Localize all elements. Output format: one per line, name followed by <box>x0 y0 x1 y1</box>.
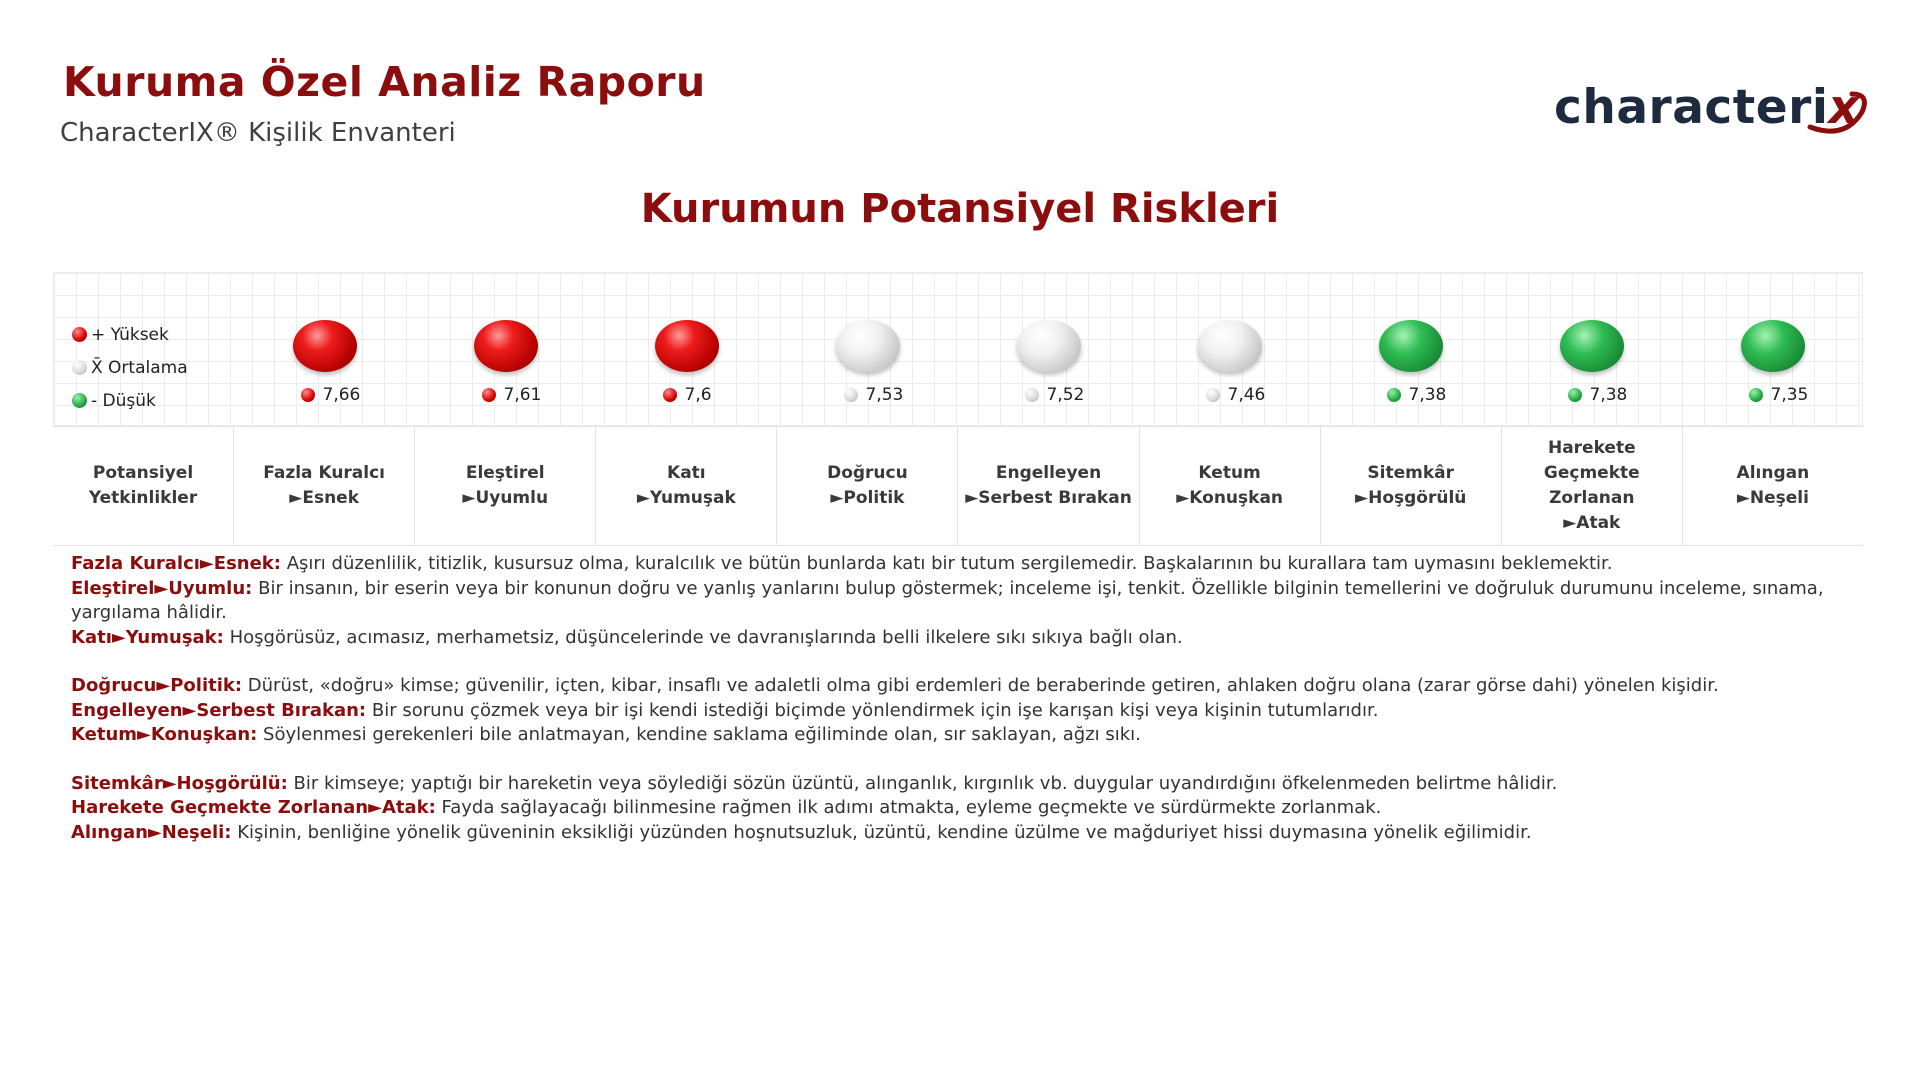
header-cell-trait <box>958 427 1139 545</box>
definition-text: Dürüst, «doğru» kimse; güvenilir, içten, kibar, insaflı ve adaletli olma gibi erdemleri de beraberinde getiren, ahlaken doğru olana (zarar görse dahi) yönelen kişidir. <box>242 675 1719 696</box>
level-ball-icon <box>1198 320 1262 372</box>
trait-score <box>301 385 361 405</box>
definition-spacer <box>71 748 1851 772</box>
definition-item <box>71 723 1851 748</box>
header-cell-trait <box>234 427 415 545</box>
legend-item-high <box>72 318 188 351</box>
header-line: ►Atak <box>1563 513 1621 533</box>
score-value: 7,61 <box>503 385 542 405</box>
definition-text: Bir sorunu çözmek veya bir işi kendi istediği biçimde yönlendirmek için işe karışan kişi veya kişinin tutumlarıdır. <box>366 699 1379 721</box>
score-dot-icon <box>1749 388 1763 402</box>
header-line: Doğrucu <box>827 463 908 483</box>
score-dot-icon <box>1387 388 1401 402</box>
score-value: 7,52 <box>1046 385 1085 405</box>
level-ball-icon <box>1741 320 1805 372</box>
header-line: Ketum <box>1198 463 1261 483</box>
score-value: 7,53 <box>865 385 904 405</box>
score-dot-icon <box>1206 388 1220 402</box>
score-dot-icon <box>663 388 677 402</box>
header-line: Yetkinlikler <box>88 488 198 508</box>
trait-score <box>482 385 542 405</box>
logo-text: characteri <box>1554 80 1829 135</box>
definition-text: Bir insanın, bir eserin veya bir konunun doğru ve yanlış yanlarını bulup göstermek; inceleme işi, tenkit. Özellikle bilginin temellerini ve doğruluk durumunu inceleme, sınama, yargılama hâlidir. <box>71 577 1824 623</box>
definition-term: Eleştirel►Uyumlu: <box>71 577 253 599</box>
header-cell-potansiyel-yetkinlikler <box>53 427 234 545</box>
definition-text: Kişinin, benliğine yönelik güveninin eksikliği yüzünden hoşnutsuzluk, üzüntü, kendine üzülme ve mağduriyet hissi duymasına yönelik eğilimidir. <box>231 821 1532 843</box>
level-ball-icon <box>836 320 900 372</box>
level-ball-icon <box>474 320 538 372</box>
header-line: ►Esnek <box>289 488 360 508</box>
header-line: ►Neşeli <box>1736 488 1809 508</box>
header-cell-trait <box>1683 427 1863 545</box>
header-line: ►Uyumlu <box>462 488 549 508</box>
trait-score <box>1387 385 1447 405</box>
level-ball-icon <box>293 320 357 372</box>
score-dot-icon <box>1568 388 1582 402</box>
legend-label: - Düşük <box>91 390 156 411</box>
score-value: 7,6 <box>684 385 712 405</box>
score-dot-icon <box>844 388 858 402</box>
definition-text: Aşırı düzenlilik, titizlik, kusursuz olma, kuralcılık ve bütün bunlarda katı bir tutum sergilemedir. Başkalarının bu kurallara tam uymasını beklemektir. <box>280 553 1613 574</box>
header-cell-trait <box>1321 427 1502 545</box>
definition-item <box>71 796 1851 821</box>
score-value: 7,38 <box>1408 385 1447 405</box>
header-line: Katı <box>667 463 706 483</box>
definition-item <box>71 821 1851 846</box>
definition-item <box>71 577 1851 626</box>
definition-term: Katı►Yumuşak: <box>71 626 224 648</box>
trait-score <box>1749 385 1809 405</box>
definition-text: Hoşgörüsüz, acımasız, merhametsiz, düşüncelerinde ve davranışlarında belli ilkelere sıkı sıkıya bağlı olan. <box>223 626 1183 648</box>
report-subtitle: CharacterIX® Kişilik Envanteri <box>60 118 456 148</box>
definition-spacer <box>71 650 1851 674</box>
definition-term: Sitemkâr►Hoşgörülü: <box>71 772 288 794</box>
legend-label: X̄ Ortalama <box>91 357 188 378</box>
header-line: Alıngan <box>1736 463 1810 483</box>
trait-score <box>663 385 712 405</box>
definition-item <box>71 626 1851 651</box>
legend-item-mid <box>72 351 188 384</box>
header-line: Sitemkâr <box>1367 463 1454 483</box>
header-cell-trait <box>596 427 777 545</box>
definition-term: Fazla Kuralcı►Esnek: <box>71 553 281 574</box>
definition-item <box>71 699 1851 724</box>
legend-label: + Yüksek <box>91 324 169 345</box>
legend-item-low <box>72 384 188 417</box>
definition-term: Harekete Geçmekte Zorlanan►Atak: <box>71 797 436 818</box>
trait-score <box>844 385 904 405</box>
level-ball-icon <box>655 320 719 372</box>
definition-term: Alıngan►Neşeli: <box>71 821 232 843</box>
header-line: Harekete <box>1547 438 1636 458</box>
trait-header-row <box>53 426 1863 546</box>
header-line: Geçmekte <box>1543 463 1640 483</box>
header-line: Zorlanan <box>1549 488 1635 508</box>
green-ball-icon <box>72 393 87 408</box>
header-line: Engelleyen <box>995 463 1102 483</box>
header-cell-trait <box>777 427 958 545</box>
score-dot-icon <box>301 388 315 402</box>
header-line: ►Konuşkan <box>1176 488 1284 508</box>
definition-item <box>71 552 1851 577</box>
white-ball-icon <box>72 360 87 375</box>
header-cell-trait <box>1140 427 1321 545</box>
header-line: Eleştirel <box>465 463 545 483</box>
definition-item <box>71 772 1851 797</box>
logo-x: x <box>1828 80 1860 135</box>
header-line: ►Politik <box>830 488 905 508</box>
level-ball-icon <box>1560 320 1624 372</box>
section-title: Kurumun Potansiyel Riskleri <box>640 186 1280 232</box>
score-dot-icon <box>1025 388 1039 402</box>
definition-item <box>71 674 1851 699</box>
header-line: Fazla Kuralcı <box>263 463 386 483</box>
score-value: 7,46 <box>1227 385 1266 405</box>
legend <box>72 318 188 417</box>
header-cell-trait <box>415 427 596 545</box>
score-value: 7,35 <box>1770 385 1809 405</box>
header-line: ►Yumuşak <box>636 488 736 508</box>
report-title: Kuruma Özel Analiz Raporu <box>63 58 706 106</box>
header-line: Potansiyel <box>92 463 194 483</box>
definition-text: Bir kimseye; yaptığı bir hareketin veya söylediği sözün üzüntü, alınganlık, kırgınlık vb. duygular uyandırdığını öfkelenmeden belirtme hâlidir. <box>287 772 1558 794</box>
definition-term: Engelleyen►Serbest Bırakan: <box>71 699 367 721</box>
definition-term: Doğrucu►Politik: <box>71 675 243 696</box>
logo-swoosh-icon <box>1800 82 1880 142</box>
trait-score <box>1025 385 1085 405</box>
definition-text: Söylenmesi gerekenleri bile anlatmayan, kendine saklama eğiliminde olan, sır saklayan, ağzı sıkı. <box>257 724 1141 745</box>
score-value: 7,38 <box>1589 385 1628 405</box>
trait-score <box>1206 385 1266 405</box>
header-line: ►Hoşgörülü <box>1355 488 1467 508</box>
score-value: 7,66 <box>322 385 361 405</box>
header-line: ►Serbest Bırakan <box>965 488 1132 508</box>
red-ball-icon <box>72 327 87 342</box>
definition-term: Ketum►Konuşkan: <box>71 724 258 745</box>
header-cell-trait <box>1502 427 1683 545</box>
level-ball-icon <box>1017 320 1081 372</box>
score-dot-icon <box>482 388 496 402</box>
definition-text: Fayda sağlayacağı bilinmesine rağmen ilk adımı atmakta, eyleme geçmekte ve sürdürmekte zorlanmak. <box>435 797 1382 818</box>
trait-score <box>1568 385 1628 405</box>
definitions-list <box>71 552 1851 845</box>
level-ball-icon <box>1379 320 1443 372</box>
